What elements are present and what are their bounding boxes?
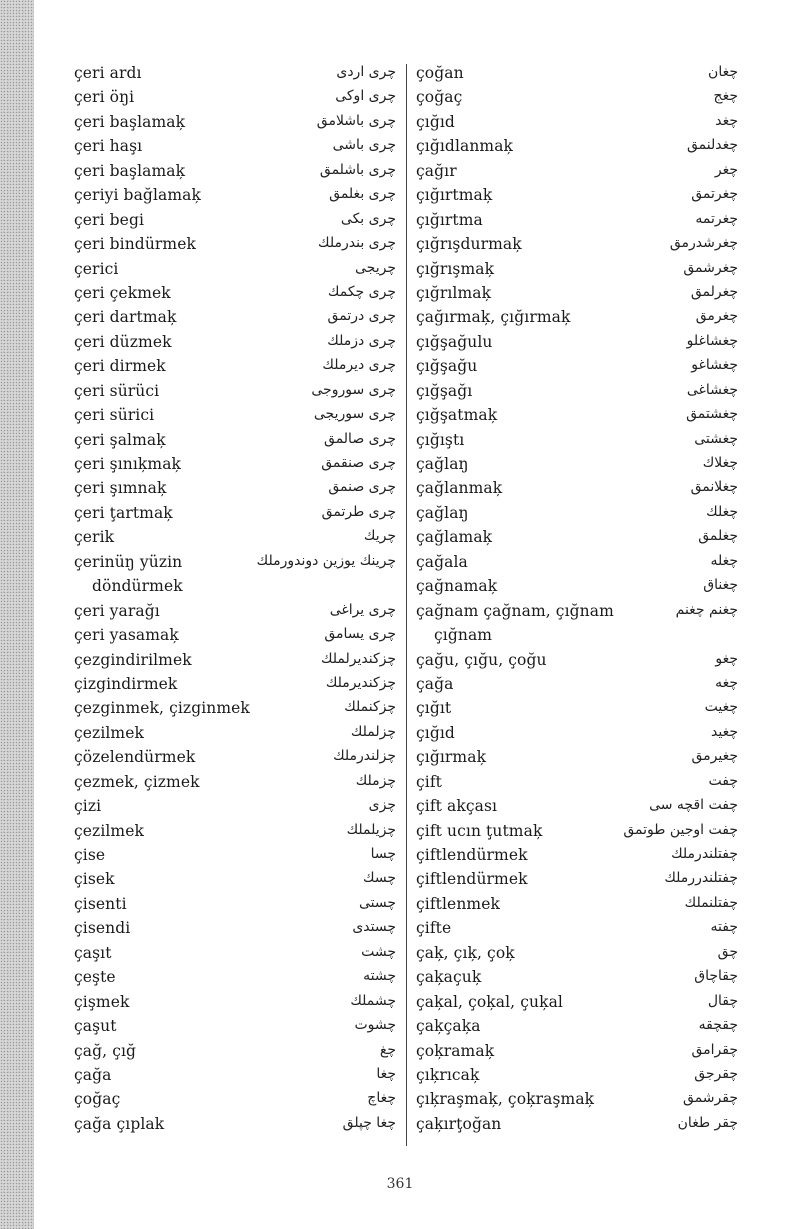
dictionary-entry <box>74 404 396 428</box>
latin-headword: çığıt <box>416 699 452 718</box>
ottoman-script: چفتلنملك <box>684 894 738 911</box>
ottoman-script: چغج <box>713 88 738 105</box>
ottoman-script: چغلمق <box>698 528 738 545</box>
latin-headword: çığrışdurmaķ <box>416 235 522 254</box>
dictionary-entry <box>74 380 396 404</box>
ottoman-script: چسك <box>363 870 396 887</box>
ottoman-script: چغاچ <box>367 1090 396 1107</box>
dictionary-entry <box>416 258 738 282</box>
latin-headword: çezmek, çizmek <box>74 772 200 791</box>
latin-headword: çisek <box>74 870 115 889</box>
latin-headword: çığşağı <box>416 381 473 400</box>
latin-headword: çiftlendürmek <box>416 870 528 889</box>
latin-headword: çaķırţoğan <box>416 1114 502 1133</box>
ottoman-script: چری یسامق <box>324 626 396 643</box>
dictionary-entry <box>416 111 738 135</box>
ottoman-script: چغرلمق <box>690 283 738 300</box>
dictionary-entry <box>416 331 738 355</box>
ottoman-script: چری درتمق <box>327 308 396 325</box>
latin-headword: çığşağulu <box>416 332 493 351</box>
dictionary-entry <box>74 135 396 159</box>
dictionary-entry <box>416 1015 738 1039</box>
dictionary-entry <box>416 282 738 306</box>
dictionary-entry <box>74 697 396 721</box>
dictionary-entry <box>416 820 738 844</box>
ottoman-script: چفت <box>708 772 738 789</box>
ottoman-script: چغرمق <box>695 308 738 325</box>
dictionary-entry <box>74 893 396 917</box>
latin-headword: çıķrıcaķ <box>416 1065 480 1084</box>
dictionary-entry <box>416 1064 738 1088</box>
latin-headword: çerinüŋ yüzin <box>74 552 183 571</box>
ottoman-script: چفت اقچه سی <box>649 797 738 814</box>
ottoman-script: چغناق <box>703 577 738 594</box>
latin-headword: döndürmek <box>92 577 183 596</box>
scan-edge-noise <box>0 0 34 1229</box>
latin-headword: çisendi <box>74 919 131 938</box>
dictionary-entry <box>74 62 396 86</box>
ottoman-script: چری سوروجی <box>311 381 396 398</box>
latin-headword: çığırmaķ <box>416 748 487 767</box>
ottoman-script: چغیت <box>704 699 738 716</box>
ottoman-script: چزلندرملك <box>333 748 396 765</box>
latin-headword: çeri dartmaķ <box>74 308 177 327</box>
dictionary-entry <box>74 868 396 892</box>
latin-headword: çeri begi <box>74 210 145 229</box>
ottoman-script: چغلانمق <box>690 479 738 496</box>
ottoman-script: چرینك یوزین دوندورملك <box>256 552 396 569</box>
latin-headword: çoğan <box>416 64 464 82</box>
ottoman-script: چری بکی <box>340 210 396 227</box>
dictionary-entry <box>74 331 396 355</box>
latin-headword: çağlanmaķ <box>416 479 503 498</box>
dictionary-entry <box>416 649 738 673</box>
latin-headword: çeri şınıķmaķ <box>74 455 182 473</box>
dictionary-entry <box>416 453 738 477</box>
dictionary-entry <box>416 575 738 599</box>
column-divider <box>406 64 407 1146</box>
ottoman-script: چری طرتمق <box>321 503 396 520</box>
ottoman-script: چقاچاق <box>694 968 738 985</box>
dictionary-entry <box>416 697 738 721</box>
latin-headword: çağlaŋ <box>416 503 469 522</box>
ottoman-script: چغشاغی <box>686 381 738 398</box>
ottoman-script: چغید <box>711 723 738 740</box>
latin-headword: çeri öŋi <box>74 88 135 107</box>
dictionary-entry <box>74 1088 396 1112</box>
dictionary-entry <box>416 502 738 526</box>
dictionary-entry <box>416 600 738 624</box>
latin-headword: çiftlenmek <box>416 894 500 913</box>
dictionary-entry <box>416 477 738 501</box>
dictionary-entry <box>74 526 396 550</box>
latin-headword: çift akçası <box>416 797 498 816</box>
dictionary-entry <box>74 160 396 184</box>
ottoman-script: چغه <box>715 674 738 691</box>
latin-headword: çığşatmaķ <box>416 406 498 425</box>
dictionary-entry <box>416 551 738 575</box>
latin-headword: çeri ţartmaķ <box>74 503 173 522</box>
dictionary-entry <box>416 795 738 819</box>
dictionary-entry <box>74 649 396 673</box>
dictionary-entry <box>74 306 396 330</box>
ottoman-script: چغ <box>379 1041 396 1058</box>
latin-headword: çağnamaķ <box>416 577 498 596</box>
ottoman-script: چغیرمق <box>691 748 738 765</box>
dictionary-entry <box>74 551 396 575</box>
ottoman-script: چغله <box>710 552 738 569</box>
ottoman-script: چری دزملك <box>327 332 396 349</box>
latin-headword: çığırtmaķ <box>416 186 493 205</box>
ottoman-script: چقچقه <box>698 1017 738 1034</box>
latin-headword: çerici <box>74 259 119 278</box>
dictionary-entry <box>416 86 738 110</box>
ottoman-script: چغنم چغنم <box>675 601 738 618</box>
latin-headword: çığnam <box>434 626 493 645</box>
ottoman-script: چقرامق <box>691 1041 738 1058</box>
dictionary-entry <box>74 575 396 599</box>
latin-headword: çeri haşı <box>74 137 143 156</box>
latin-headword: çığıştı <box>416 430 465 449</box>
latin-headword: çağa <box>416 674 454 693</box>
dictionary-entry <box>416 135 738 159</box>
latin-headword: çeri düzmek <box>74 332 172 351</box>
latin-headword: çeri sürüci <box>74 381 160 400</box>
dictionary-entry <box>74 111 396 135</box>
dictionary-entry <box>416 624 738 648</box>
latin-headword: çeri ardı <box>74 64 142 82</box>
latin-headword: çoğaç <box>74 1090 121 1109</box>
latin-headword: çığıd <box>416 723 455 742</box>
ottoman-script: چغد <box>715 112 738 129</box>
ottoman-script: چری سوریجی <box>313 406 396 423</box>
latin-headword: çezginmek, çizginmek <box>74 699 250 718</box>
dictionary-entry <box>416 160 738 184</box>
ottoman-script: چری یراغی <box>329 601 396 618</box>
dictionary-entry <box>416 746 738 770</box>
ottoman-script: چریك <box>363 528 396 545</box>
dictionary-entry <box>416 893 738 917</box>
dictionary-entry <box>416 1088 738 1112</box>
dictionary-entry <box>74 600 396 624</box>
dictionary-entry <box>74 844 396 868</box>
ottoman-script: چزملك <box>355 772 396 789</box>
latin-headword: çift ucın ţutmaķ <box>416 821 543 840</box>
dictionary-entry <box>74 991 396 1015</box>
latin-headword: çaķ, çıķ, çoķ <box>416 943 515 962</box>
ottoman-script: چشته <box>363 968 396 985</box>
ottoman-script: چستدی <box>352 919 396 936</box>
latin-headword: çağlaŋ <box>416 455 469 473</box>
ottoman-script: چری چكمك <box>327 283 396 300</box>
latin-headword: çeri başlamaķ <box>74 112 186 131</box>
latin-headword: çeri bindürmek <box>74 235 196 254</box>
latin-headword: çığrılmaķ <box>416 283 492 302</box>
dictionary-entry <box>74 1015 396 1039</box>
latin-headword: çeri şımnaķ <box>74 479 167 498</box>
ottoman-script: چغدلنمق <box>686 137 738 154</box>
latin-headword: çeriyi bağlamaķ <box>74 186 201 205</box>
ottoman-script: چفت اوجین طوتمق <box>623 821 738 838</box>
latin-headword: çığırtma <box>416 210 483 229</box>
dictionary-entry <box>416 1040 738 1064</box>
latin-headword: çığıd <box>416 112 455 131</box>
latin-headword: çığıdlanmaķ <box>416 137 514 156</box>
dictionary-entry <box>74 1113 396 1137</box>
ottoman-script: چری باشلمق <box>319 161 396 178</box>
dictionary-entry <box>74 429 396 453</box>
latin-headword: çözelendürmek <box>74 748 196 767</box>
ottoman-script: چشوت <box>354 1017 396 1034</box>
latin-headword: çeri sürici <box>74 406 155 425</box>
page-number: 361 <box>386 1176 414 1192</box>
latin-headword: çığrışmaķ <box>416 259 495 278</box>
dictionary-entry <box>416 771 738 795</box>
dictionary-entry <box>74 820 396 844</box>
ottoman-script: چقر طغان <box>677 1114 738 1131</box>
ottoman-script: چغلك <box>706 503 738 520</box>
latin-headword: çağır <box>416 161 457 180</box>
ottoman-script: چغر <box>714 161 738 178</box>
ottoman-script: چری اوكی <box>335 88 396 105</box>
dictionary-entry <box>74 86 396 110</box>
latin-headword: çezgindirilmek <box>74 650 192 669</box>
latin-headword: çizgindirmek <box>74 674 178 693</box>
dictionary-entry <box>74 502 396 526</box>
dictionary-entry <box>74 771 396 795</box>
dictionary-entry <box>416 355 738 379</box>
ottoman-script: چزیلملك <box>346 821 396 838</box>
latin-headword: çağala <box>416 552 468 571</box>
ottoman-script: چغلاك <box>702 455 738 471</box>
ottoman-script: چشت <box>361 943 396 960</box>
ottoman-script: چری بغلمق <box>329 186 396 203</box>
ottoman-script: چری اردی <box>336 64 396 80</box>
latin-headword: çaşut <box>74 1017 117 1036</box>
ottoman-script: چقرجق <box>694 1065 738 1082</box>
ottoman-script: چری بندرملك <box>318 235 396 252</box>
dictionary-entry <box>74 184 396 208</box>
dictionary-entry <box>416 673 738 697</box>
dictionary-entry <box>74 1040 396 1064</box>
latin-headword: çağ, çığ <box>74 1041 137 1060</box>
dictionary-entry <box>74 795 396 819</box>
dictionary-entry <box>416 1113 738 1137</box>
latin-headword: çaķçaķa <box>416 1017 481 1036</box>
ottoman-script: چغا <box>376 1065 396 1082</box>
dictionary-entry <box>74 917 396 941</box>
latin-headword: çeri yasamaķ <box>74 626 179 645</box>
ottoman-script: چقرشمق <box>683 1090 738 1107</box>
dictionary-entry <box>74 282 396 306</box>
ottoman-script: چغرتمه <box>695 210 738 227</box>
dictionary-entry <box>416 429 738 453</box>
ottoman-script: چفتلندرملك <box>671 846 738 862</box>
dictionary-entry <box>416 917 738 941</box>
dictionary-entry <box>416 209 738 233</box>
latin-headword: çaşıt <box>74 943 112 962</box>
dictionary-entry <box>74 966 396 990</box>
ottoman-script: چغشتی <box>694 430 738 447</box>
latin-headword: çağa <box>74 1065 112 1084</box>
dictionary-entry <box>416 966 738 990</box>
ottoman-script: چغشتمق <box>686 406 738 423</box>
latin-headword: çizi <box>74 797 102 816</box>
ottoman-script: چغرشدرمق <box>669 235 738 252</box>
dictionary-entry <box>416 62 738 86</box>
ottoman-script: چزی <box>368 797 396 814</box>
ottoman-script: چری دیرملك <box>322 357 396 374</box>
latin-headword: çıķraşmaķ, çoķraşmaķ <box>416 1090 595 1109</box>
latin-headword: çifte <box>416 919 452 938</box>
latin-headword: çağa çıplak <box>74 1114 165 1133</box>
ottoman-script: چستی <box>358 894 396 911</box>
dictionary-entry <box>74 477 396 501</box>
ottoman-script: چری صنمق <box>328 479 396 496</box>
latin-headword: çeri dirmek <box>74 357 166 376</box>
dictionary-entry <box>416 380 738 404</box>
ottoman-script: چسا <box>370 846 396 862</box>
latin-headword: çişmek <box>74 992 130 1011</box>
dictionary-entry <box>74 1064 396 1088</box>
ottoman-script: چشملك <box>350 992 396 1009</box>
ottoman-script: چزكندیرملك <box>325 674 396 691</box>
latin-headword: çezilmek <box>74 723 144 742</box>
ottoman-script: چری باشی <box>332 137 396 154</box>
ottoman-script: چزلملك <box>350 723 396 740</box>
dictionary-entry <box>416 868 738 892</box>
latin-headword: çeri şalmaķ <box>74 430 166 449</box>
latin-headword: çeri çekmek <box>74 283 171 302</box>
dictionary-entry <box>416 942 738 966</box>
dictionary-entry <box>416 306 738 330</box>
latin-headword: çerik <box>74 528 115 547</box>
left-column <box>74 62 396 1137</box>
dictionary-entry <box>416 722 738 746</box>
ottoman-script: چغا چپلق <box>342 1114 396 1131</box>
ottoman-script: چری صنقمق <box>321 455 396 471</box>
ottoman-script: چغو <box>715 650 738 667</box>
ottoman-script: چغرشمق <box>683 259 738 276</box>
dictionary-entry <box>416 233 738 257</box>
ottoman-script: چغشاغو <box>691 357 738 374</box>
latin-headword: çeri başlamaķ <box>74 161 186 180</box>
latin-headword: çiftlendürmek <box>416 846 528 864</box>
dictionary-entry <box>74 722 396 746</box>
dictionary-entry <box>74 453 396 477</box>
dictionary-entry <box>416 526 738 550</box>
ottoman-script: چق <box>717 943 738 960</box>
dictionary-entry <box>416 184 738 208</box>
ottoman-script: چغشاغلو <box>686 332 738 349</box>
dictionary-entry <box>74 673 396 697</box>
latin-headword: çığşağu <box>416 357 478 376</box>
dictionary-entry <box>74 942 396 966</box>
latin-headword: çezilmek <box>74 821 144 840</box>
ottoman-script: چغان <box>708 64 738 80</box>
latin-headword: çaķaçuķ <box>416 968 482 987</box>
ottoman-script: چری صالمق <box>324 430 396 447</box>
latin-headword: çağu, çığu, çoğu <box>416 650 547 669</box>
latin-headword: çoğaç <box>416 88 463 107</box>
dictionary-entry <box>74 355 396 379</box>
latin-headword: çağnam çağnam, çığnam <box>416 601 614 620</box>
latin-headword: çoķramaķ <box>416 1041 495 1060</box>
dictionary-entry <box>74 233 396 257</box>
dictionary-entry <box>74 258 396 282</box>
latin-headword: çağlamaķ <box>416 528 493 547</box>
ottoman-script: چزكندیرلملك <box>320 650 396 667</box>
latin-headword: çift <box>416 772 443 791</box>
ottoman-script: چقال <box>707 992 738 1009</box>
ottoman-script: چری باشلامق <box>316 112 396 129</box>
latin-headword: çise <box>74 846 106 864</box>
ottoman-script: چفته <box>710 919 738 936</box>
latin-headword: çağırmaķ, çığırmaķ <box>416 308 571 327</box>
dictionary-entry <box>416 991 738 1015</box>
dictionary-entry <box>74 624 396 648</box>
ottoman-script: چغرتمق <box>691 186 738 203</box>
latin-headword: çeşte <box>74 968 116 987</box>
latin-headword: çeri yarağı <box>74 601 160 620</box>
dictionary-entry <box>416 404 738 428</box>
dictionary-entry <box>74 746 396 770</box>
ottoman-script: چزكنملك <box>344 699 396 716</box>
latin-headword: çaķal, çoķal, çuķal <box>416 992 563 1011</box>
latin-headword: çisenti <box>74 894 127 913</box>
right-column <box>416 62 738 1137</box>
dictionary-entry <box>416 844 738 868</box>
ottoman-script: چریجی <box>355 259 396 276</box>
dictionary-entry <box>74 209 396 233</box>
ottoman-script: چفتلندررملك <box>664 870 738 887</box>
